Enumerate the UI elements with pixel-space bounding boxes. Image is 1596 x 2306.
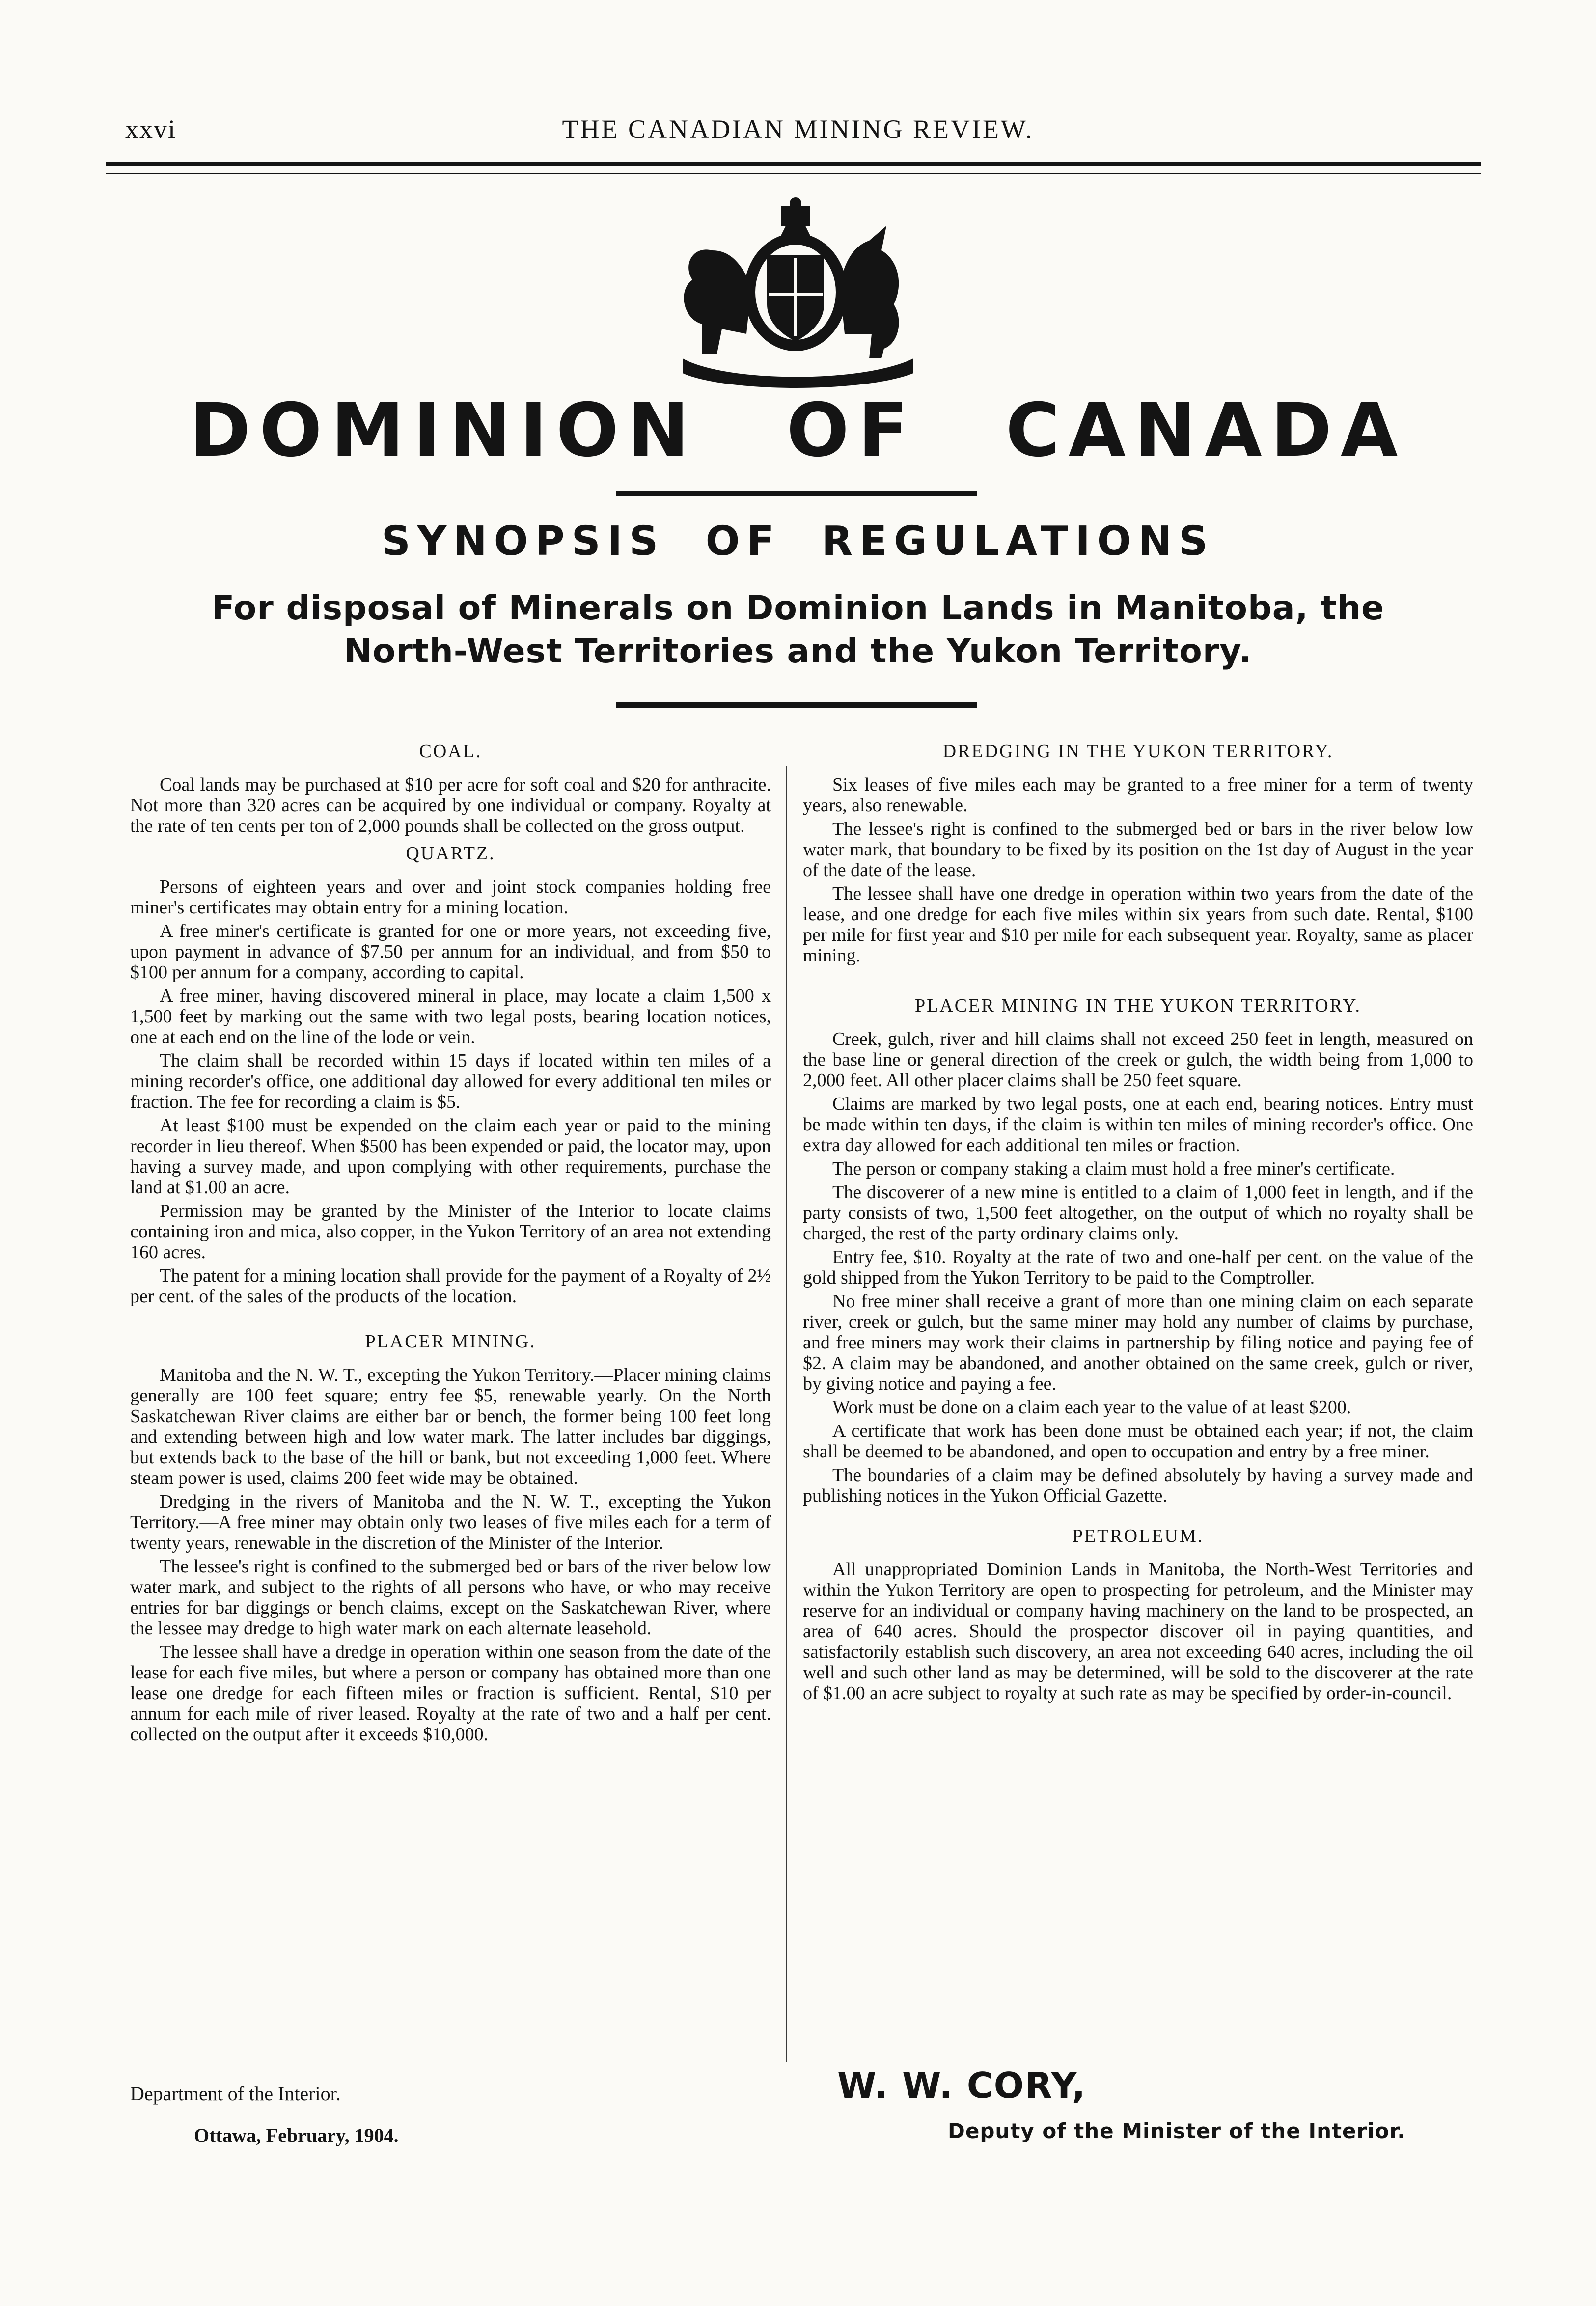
section-heading-quartz: QUARTZ. [406, 843, 495, 864]
title-rule [616, 491, 977, 496]
paragraph: The person or company staking a claim must hold a free miner's certificate. [832, 1158, 1395, 1179]
paragraph: Six leases of five miles each may be granted to a free miner for a term of twenty years, also renewable. [803, 774, 1473, 816]
paragraph: A certificate that work has been done must be obtained each year; if not, the claim shall be deemed to be abandoned, and open to occupation and entry by a free miner. [803, 1421, 1473, 1462]
page-number: xxvi [125, 114, 177, 144]
purpose-line-1: For disposal of Minerals on Dominion Lands in Manitoba, the [211, 589, 1385, 628]
department-name: Department of the Interior. [130, 2083, 341, 2105]
purpose-line-2: North-West Territories and the Yukon Territory. [344, 632, 1252, 671]
section-heading-coal: COAL. [419, 741, 482, 762]
signatory-role: Deputy of the Minister of the Interior. [948, 2119, 1406, 2143]
paragraph: Dredging in the rivers of Manitoba and the N. W. T., excepting the Yukon Territory.—A free miner may obtain only two leases of five miles each for a term of twenty years, renewable in the discretion of the Minister of the Interior. [130, 1491, 771, 1553]
title-rule-2 [616, 702, 977, 708]
purpose-heading [108, 587, 1488, 673]
paragraph: All unappropriated Dominion Lands in Manitoba, the North-West Territories and within the Yukon Territory are open to prospecting for petroleum, and the Minister may reserve for an individual or company having machinery on the land to be prospected, an area of 640 acres. Should the prospector discover oil in paying quantities, and satisfactorily establish such discovery, an area not exceeding 640 acres, including the oil well and such other land as may be determined, will be sold to the discoverer at the rate of $1.00 an acre subject to royalty at such rate as may be specified by order-in-council. [803, 1559, 1473, 1703]
paragraph: At least $100 must be expended on the claim each year or paid to the mining recorder in lieu thereof. When $500 has been expended or paid, the locator may, upon having a survey made, and upon complying with other requirements, purchase the land at $1.00 an acre. [130, 1115, 771, 1198]
paragraph: The lessee's right is confined to the submerged bed or bars in the river below low water mark, that boundary to be fixed by its position on the 1st day of August in the year of the date of the lease. [803, 819, 1473, 880]
paragraph: Work must be done on a claim each year to the value of at least $200. [832, 1397, 1351, 1418]
paragraph: The lessee shall have a dredge in operation within one season from the date of the lease for each five miles, but where a person or company has obtained more than one lease one dredge for each fifteen miles or fraction is sufficient. Rental, $10 per annum for each mile of river leased. Royalty at the rate of two and a half per cent. collected on the output after it exceeds $10,000. [130, 1642, 771, 1745]
paragraph: Persons of eighteen years and over and joint stock companies holding free miner's certificates may obtain entry for a mining location. [130, 877, 771, 918]
paragraph: The discoverer of a new mine is entitled to a claim of 1,000 feet in length, and if the party consists of two, 1,500 feet altogether, on the output of which no royalty shall be charged, the rest of the party ordinary claims only. [803, 1182, 1473, 1244]
section-heading-petroleum: PETROLEUM. [1072, 1526, 1204, 1546]
header-rule-thin [106, 173, 1481, 174]
left-column [130, 734, 771, 1748]
paragraph: The lessee shall have one dredge in operation within two years from the date of the lease, and one dredge for each five miles within six years from such date. Rental, $100 per mile for first year and $10 per mile for each subsequent year. Royalty, same as placer mining. [803, 883, 1473, 966]
publication-title: THE CANADIAN MINING REVIEW. [562, 114, 1034, 144]
section-heading-dredging: DREDGING IN THE YUKON TERRITORY. [942, 741, 1334, 762]
subtitle: SYNOPSIS OF REGULATIONS [381, 518, 1215, 565]
right-column [803, 734, 1473, 1706]
paragraph: Manitoba and the N. W. T., excepting the Yukon Territory.—Placer mining claims generally are 100 feet square; entry fee $5, renewable yearly. On the North Saskatchewan River claims are either bar or bench, the former being 100 feet long and extending between high and low water mark. The latter includes bar diggings, but extends back to the base of the hill or bank, but not exceeding 1,000 feet. Where steam power is used, claims 200 feet wide may be obtained. [130, 1365, 771, 1488]
paragraph: The lessee's right is confined to the submerged bed or bars of the river below low water mark, and subject to the rights of all persons who have, or who may receive entries for bar diggings or bench claims, except on the Saskatchewan River, where the lessee may dredge to high water mark on each alternate leasehold. [130, 1556, 771, 1639]
paragraph: No free miner shall receive a grant of more than one mining claim on each separate river, creek or gulch, but the same miner may hold any number of claims by purchase, and free miners may work their claims in partnership by filing notice and paying fee of $2. A claim may be abandoned, and another obtained on the same creek, gulch or river, by giving notice and paying a fee. [803, 1291, 1473, 1394]
paragraph: The patent for a mining location shall provide for the payment of a Royalty of 2½ per cent. of the sales of the products of the location. [130, 1265, 771, 1307]
paragraph: The boundaries of a claim may be defined absolutely by having a survey made and publishing notices in the Yukon Official Gazette. [803, 1465, 1473, 1506]
paragraph: Claims are marked by two legal posts, one at each end, bearing notices. Entry must be made within ten days, if the claim is within ten miles of mining recorder's office. One extra day allowed for each additional ten miles or fraction. [803, 1094, 1473, 1155]
section-heading-placer: PLACER MINING. [365, 1331, 536, 1352]
paragraph: Entry fee, $10. Royalty at the rate of two and one-half per cent. on the value of the gold shipped from the Yukon Territory to be paid to the Comptroller. [803, 1247, 1473, 1288]
paragraph: Permission may be granted by the Minister of the Interior to locate claims containing iron and mica, also copper, in the Yukon Territory of an area not extending 160 acres. [130, 1201, 771, 1263]
signatory-name: W. W. CORY, [837, 2065, 1087, 2106]
paragraph: Creek, gulch, river and hill claims shall not exceed 250 feet in length, measured on the base line or general direction of the creek or gulch, the width being from 1,000 to 2,000 feet. All other placer claims shall be 250 feet square. [803, 1029, 1473, 1091]
paragraph: The claim shall be recorded within 15 days if located within ten miles of a mining recorder's office, one additional day allowed for every additional ten miles or fraction. The fee for recording a claim is $5. [130, 1050, 771, 1112]
column-divider [786, 766, 787, 2062]
paragraph: A free miner, having discovered mineral in place, may locate a claim 1,500 x 1,500 feet by marking out the same with two legal posts, bearing location notices, one at each end on the line of the lode or vein. [130, 986, 771, 1047]
royal-coat-of-arms-icon [638, 196, 953, 393]
section-heading-placer-yukon: PLACER MINING IN THE YUKON TERRITORY. [914, 995, 1362, 1016]
issue-date: Ottawa, February, 1904. [194, 2124, 399, 2146]
main-title: DOMINION OF CANADA [189, 388, 1407, 473]
paragraph: A free miner's certificate is granted for one or more years, not exceeding five, upon payment in advance of $7.50 per annum for an individual, and from $50 to $100 per annum for a company, according to capital. [130, 921, 771, 983]
header-rule [106, 162, 1481, 166]
paragraph: Coal lands may be purchased at $10 per acre for soft coal and $20 for anthracite. Not more than 320 acres can be acquired by one individual or company. Royalty at the rate of ten cents per ton of 2,000 pounds shall be collected on the gross output. [130, 774, 771, 836]
